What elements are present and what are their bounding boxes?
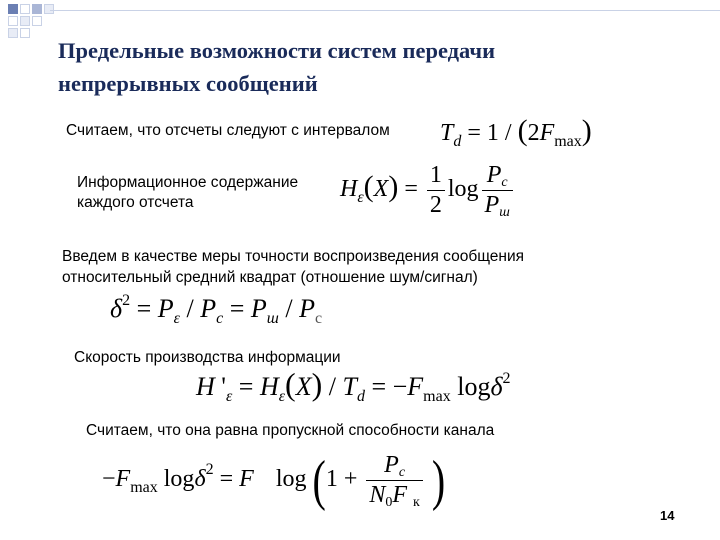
- title-line-2: непрерывных сообщений: [58, 71, 318, 96]
- top-rule: [50, 10, 720, 11]
- text-info-rate: Скорость производства информации: [74, 349, 341, 366]
- slide-title: [58, 34, 678, 100]
- title-line-1: Предельные возможности систем передачи: [58, 38, 496, 63]
- text-info-content-1: Информационное содержание: [77, 174, 299, 191]
- formula-info-rate: H '$_\varepsilon = H_\varepsilon(X) / T_d = -F_{max}$ logδ$^2$: [196, 366, 511, 405]
- text-channel-capacity: Считаем, что она равна пропускной способности канала: [86, 422, 495, 439]
- text-accuracy-2: относительный средний квадрат (отношение шум/сигнал): [62, 269, 478, 286]
- text-accuracy-1: Введем в качестве меры точности воспроизведения сообщения: [62, 248, 525, 265]
- formula-sampling-interval: $T_d = 1 / (2F_{max})$: [440, 114, 592, 150]
- formula-noise-signal-ratio: $\delta^2 = P_\varepsilon / P_c = P_ш / P_c$: [110, 292, 323, 327]
- text-info-content-2: каждого отсчета: [77, 194, 194, 211]
- formula-info-content: $H_\varepsilon(X)$ = $\frac{1}{2}$ log $\frac{Pc}{Pш}$: [340, 163, 516, 218]
- formula-channel-capacity: $-F_{max}$ logδ$^2$ = F log (1 + $\frac{Pc}{\text{N0F к}}$ ): [102, 448, 446, 512]
- text-interval: Считаем, что отсчеты следуют с интервалом: [66, 122, 390, 139]
- page-number: 14: [660, 508, 675, 523]
